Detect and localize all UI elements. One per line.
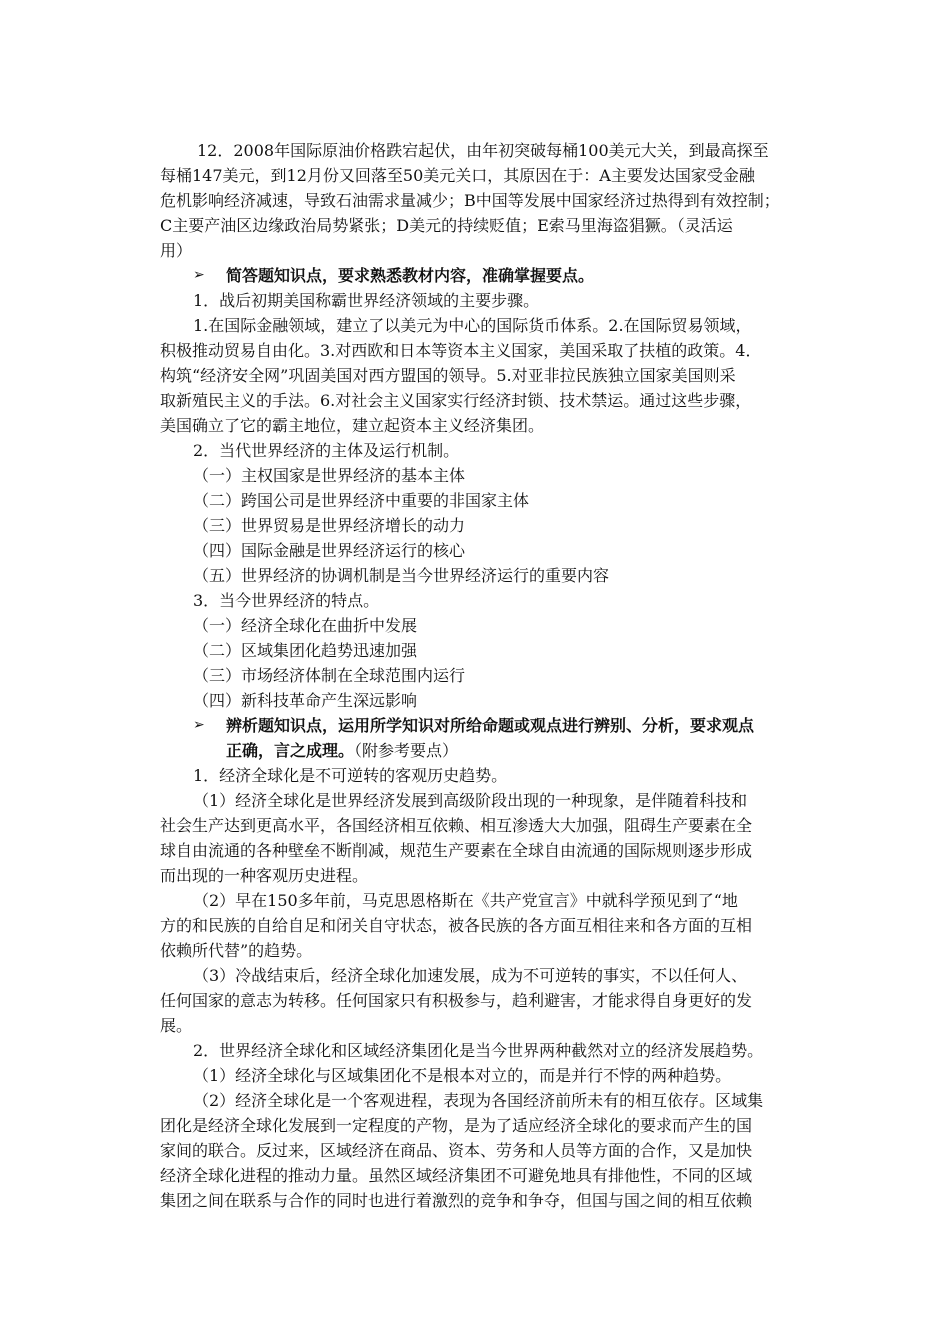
item-12-line-4: C主要产油区边缘政治局势紧张；D美元的持续贬值；E索马里海盗猖獗。（灵活运 — [160, 216, 733, 235]
answer-2-item-5: （五）世界经济的协调机制是当今世界经济运行的重要内容 — [193, 566, 610, 585]
answer-3-item-2: （二）区域集团化趋势迅速加强 — [193, 641, 418, 660]
answer-2-item-4: （四）国际金融是世界经济运行的核心 — [193, 541, 466, 560]
item-12-line-1: 12．2008年国际原油价格跌宕起伏，由年初突破每桶100美元大关，到最高探至 — [197, 141, 769, 160]
question-1-title: 1．战后初期美国称霸世界经济领域的主要步骤。 — [193, 291, 540, 310]
answer-1-line-3: 构筑“经济安全网”巩固美国对西方盟国的领导。5.对亚非拉民族独立国家美国则采 — [160, 366, 736, 385]
answer-1-line-2: 积极推动贸易自由化。3.对西欧和日本等资本主义国家，美国采取了扶植的政策。4． — [160, 341, 762, 360]
answer-1-line-1: 1.在国际金融领域，建立了以美元为中心的国际货币体系。2.在国际贸易领域， — [193, 316, 752, 335]
analysis-1-p3-line-3: 展。 — [160, 1016, 193, 1035]
analysis-1-p1-line-1: （1）经济全球化是世界经济发展到高级阶段出现的一种现象，是伴随着科技和 — [193, 791, 748, 810]
analysis-2-p2-line-1: （2）经济全球化是一个客观进程，表现为各国经济前所未有的相互依存。区域集 — [193, 1091, 764, 1110]
section-heading-analysis-note: （附参考要点） — [354, 741, 459, 760]
answer-2-item-3: （三）世界贸易是世界经济增长的动力 — [193, 516, 466, 535]
answer-3-item-1: （一）经济全球化在曲折中发展 — [193, 616, 418, 635]
answer-1-line-5: 美国确立了它的霸主地位，建立起资本主义经济集团。 — [160, 416, 545, 435]
answer-3-item-4: （四）新科技革命产生深远影响 — [193, 691, 418, 710]
question-2-title: 2．当代世界经济的主体及运行机制。 — [193, 441, 460, 460]
analysis-1-title: 1．经济全球化是不可逆转的客观历史趋势。 — [193, 766, 508, 785]
arrow-bullet-icon: ➢ — [193, 267, 205, 283]
analysis-1-p1-line-2: 社会生产达到更高水平，各国经济相互依赖、相互渗透大大加强，阻碍生产要素在全 — [160, 816, 753, 835]
analysis-2-p1: （1）经济全球化与区域集团化不是根本对立的，而是并行不悖的两种趋势。 — [193, 1066, 732, 1085]
answer-2-item-1: （一）主权国家是世界经济的基本主体 — [193, 466, 466, 485]
answer-3-item-3: （三）市场经济体制在全球范围内运行 — [193, 666, 466, 685]
arrow-bullet-icon: ➢ — [193, 717, 205, 733]
analysis-1-p2-line-1: （2）早在150多年前，马克思恩格斯在《共产党宣言》中就科学预见到了“地 — [193, 891, 738, 910]
item-12-line-2: 每桶147美元，到12月份又回落至50美元关口，其原因在于：A主要发达国家受金融 — [160, 166, 755, 185]
analysis-2-title: 2．世界经济全球化和区域经济集团化是当今世界两种截然对立的经济发展趋势。 — [193, 1041, 764, 1060]
analysis-2-p2-line-3: 家间的联合。反过来，区域经济在商品、资本、劳务和人员等方面的合作，又是加快 — [160, 1141, 753, 1160]
analysis-2-p2-line-4: 经济全球化进程的推动力量。虽然区域经济集团不可避免地具有排他性，不同的区域 — [160, 1166, 753, 1185]
analysis-1-p2-line-2: 方的和民族的自给自足和闭关自守状态，被各民族的各方面互相往来和各方面的互相 — [160, 916, 753, 935]
analysis-1-p3-line-1: （3）冷战结束后，经济全球化加速发展，成为不可逆转的事实，不以任何人、 — [193, 966, 748, 985]
section-heading-analysis-line-1: 辨析题知识点，运用所学知识对所给命题或观点进行辨别、分析，要求观点 — [226, 716, 755, 735]
answer-2-item-2: （二）跨国公司是世界经济中重要的非国家主体 — [193, 491, 530, 510]
analysis-1-p1-line-4: 而出现的一种客观历史进程。 — [160, 866, 369, 885]
question-3-title: 3．当今世界经济的特点。 — [193, 591, 380, 610]
item-12-line-3: 危机影响经济减速，导致石油需求量减少；B中国等发展中国家经济过热得到有效控制； — [160, 191, 780, 210]
section-heading-analysis-bold: 正确，言之成理。 — [226, 741, 355, 760]
analysis-1-p1-line-3: 球自由流通的各种壁垒不断削减，规范生产要素在全球自由流通的国际规则逐步形成 — [160, 841, 753, 860]
analysis-1-p2-line-3: 依赖所代替”的趋势。 — [160, 941, 313, 960]
section-heading-analysis-line-2 — [226, 738, 458, 763]
analysis-2-p2-line-2: 团化是经济全球化发展到一定程度的产物，是为了适应经济全球化的要求而产生的国 — [160, 1116, 753, 1135]
answer-1-line-4: 取新殖民主义的手法。6.对社会主义国家实行经济封锁、技术禁运。通过这些步骤， — [160, 391, 752, 410]
item-12-line-5: 用） — [160, 241, 193, 260]
analysis-2-p2-line-5: 集团之间在联系与合作的同时也进行着激烈的竞争和争夺，但国与国之间的相互依赖 — [160, 1191, 753, 1210]
section-heading-short-answer: 简答题知识点，要求熟悉教材内容，准确掌握要点。 — [226, 266, 595, 285]
analysis-1-p3-line-2: 任何国家的意志为转移。任何国家只有积极参与，趋利避害，才能求得自身更好的发 — [160, 991, 753, 1010]
